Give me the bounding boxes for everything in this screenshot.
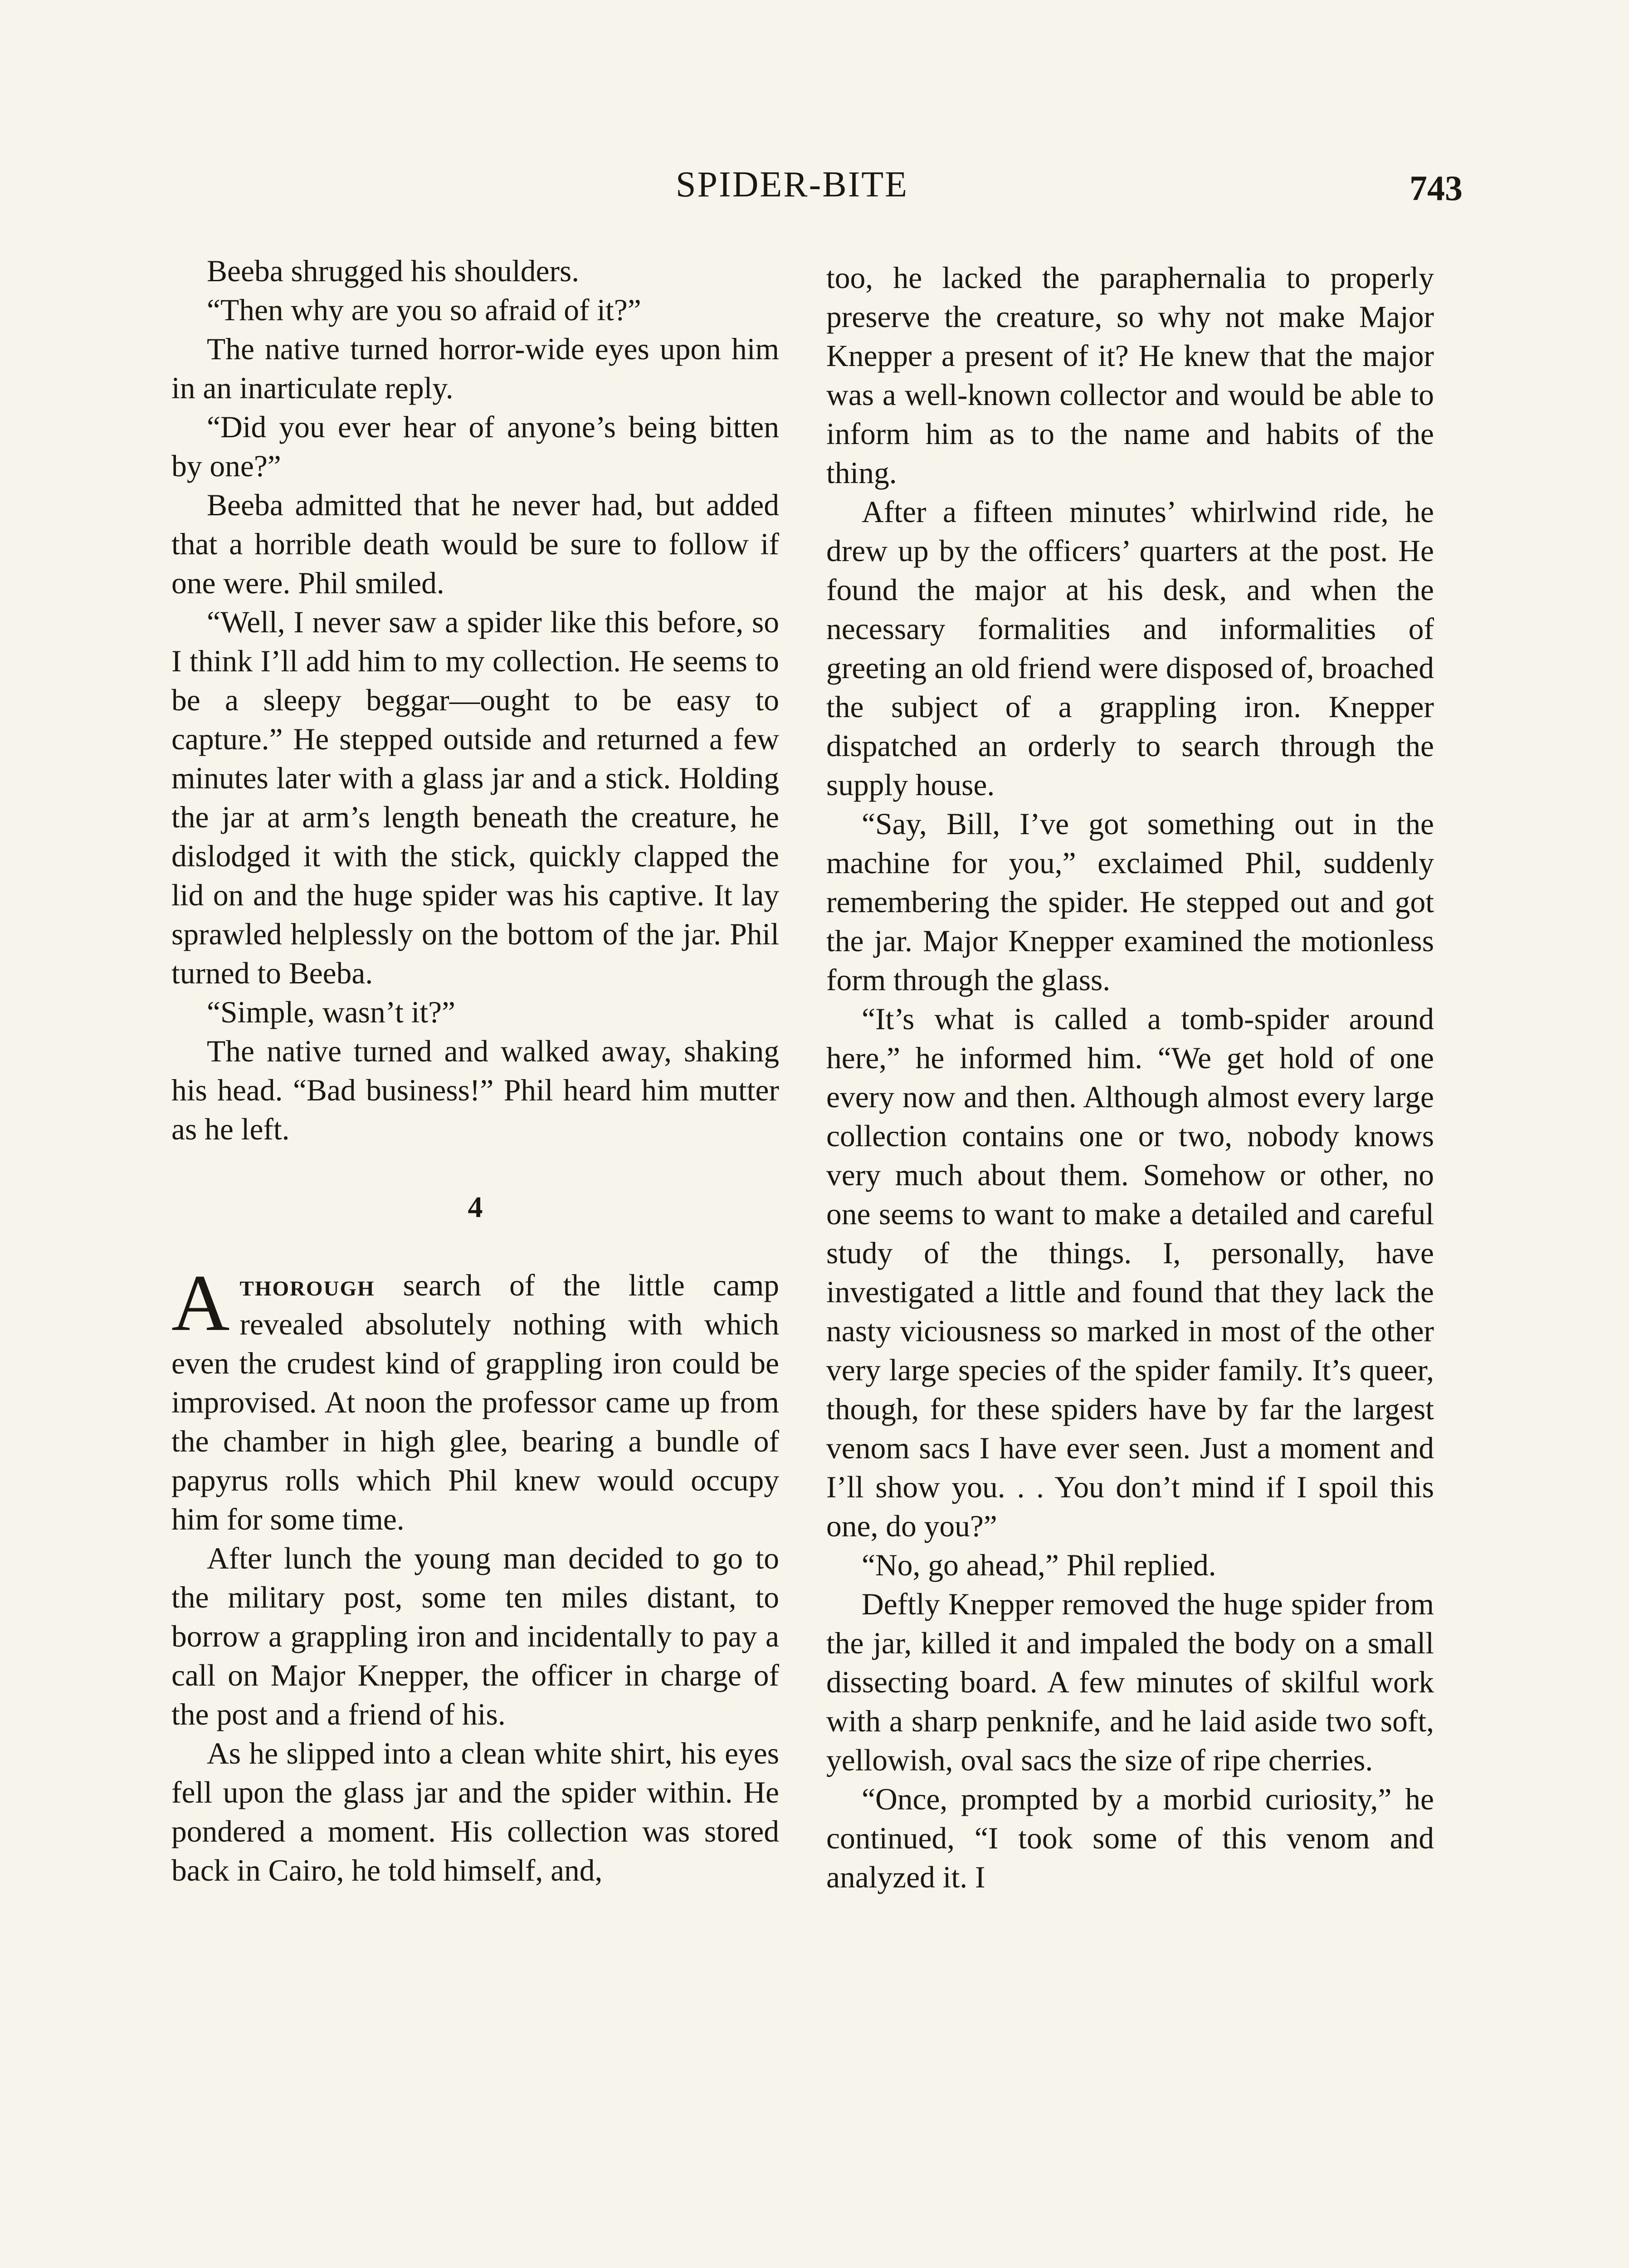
- paragraph: “Simple, wasn’t it?”: [207, 995, 456, 1029]
- right-column: [826, 259, 1434, 1897]
- small-caps-lead: thorough: [239, 1268, 375, 1302]
- paragraph: “Once, prompted by a morbid curiosity,” he continued, “I took some of this venom and analyzed it. I: [826, 1782, 1434, 1894]
- paragraph: “Did you ever hear of anyone’s being bitten by one?”: [171, 410, 779, 483]
- page-header: [0, 164, 1629, 214]
- paragraph: The native turned horror-wide eyes upon him in an inarticulate reply.: [171, 332, 779, 405]
- page-number: 743: [1410, 168, 1463, 208]
- paragraph: “It’s what is called a tomb-spider around here,” he informed him. “We get hold of one every now and then. Although almost every large collection contains one or two, nobody knows very much about them. Somehow or other, no one seems to want to make a detailed and careful study of the things. I, personally, have investigated a little and found that they lack the nasty viciousness so marked in most of the other very large species of the spider family. It’s queer, though, for these spiders have by far the largest venom sacs I have ever seen. Just a moment and I’ll show you. . . You don’t mind if I spoil this one, do you?”: [826, 1002, 1434, 1543]
- paragraph: The native turned and walked away, shaking his head. “Bad business!” Phil heard him mutter as he left.: [171, 1034, 779, 1146]
- paragraph: “No, go ahead,” Phil replied.: [862, 1548, 1216, 1582]
- paragraph: As he slipped into a clean white shirt, his eyes fell upon the glass jar and the spider within. He pondered a moment. His collection was stored back in Cairo, he told himself, and,: [171, 1736, 779, 1887]
- paragraph: Beeba admitted that he never had, but added that a horrible death would be sure to follow if one were. Phil smiled.: [171, 488, 779, 600]
- running-title: SPIDER-BITE: [676, 165, 908, 205]
- paragraph-text: search of the little camp revealed absolutely nothing with which even the crudest kind of grappling iron could be improvised. At noon the professor came up from the chamber in high glee, bearing a bundle of papyrus rolls which Phil knew would occupy him for some time.: [171, 1268, 779, 1536]
- paragraph: Beeba shrugged his shoulders.: [207, 254, 580, 288]
- paragraph-continuation: too, he lacked the paraphernalia to properly preserve the creature, so why not make Major Knepper a present of it? He knew that the major was a well-known collector and would be able to inform him as to the name and habits of the thing.: [826, 261, 1434, 490]
- paragraph: After lunch the young man decided to go to the military post, some ten miles distant, to borrow a grappling iron and incidentally to pay a call on Major Knepper, the officer in charge of the post and a friend of his.: [171, 1541, 779, 1731]
- paragraph: “Then why are you so afraid of it?”: [207, 293, 641, 327]
- paragraph: “Say, Bill, I’ve got something out in the machine for you,” exclaimed Phil, suddenly remembering the spider. He stepped out and got the jar. Major Knepper examined the motionless form through the glass.: [826, 807, 1434, 997]
- left-column: [171, 252, 779, 1890]
- paragraph: “Well, I never saw a spider like this before, so I think I’ll add him to my collection. He seems to be a sleepy beggar—ought to be easy to capture.” He stepped outside and returned a few minutes later with a glass jar and a stick. Holding the jar at arm’s length beneath the creature, he dislodged it with the stick, quickly clapped the lid on and the huge spider was his captive. It lay sprawled helplessly on the bottom of the jar. Phil turned to Beeba.: [171, 605, 779, 990]
- dropcap-paragraph: [171, 1258, 779, 1539]
- section-number: 4: [468, 1191, 483, 1224]
- paragraph: After a fifteen minutes’ whirlwind ride, he drew up by the officers’ quarters at the post. He found the major at his desk, and when the necessary formalities and informalities of greeting an old friend were disposed of, broached the subject of a grappling iron. Knepper dispatched an orderly to search through the supply house.: [826, 495, 1434, 802]
- drop-cap: A: [171, 1258, 230, 1348]
- paragraph: Deftly Knepper removed the huge spider from the jar, killed it and impaled the body on a small dissecting board. A few minutes of skilful work with a sharp penknife, and he laid aside two soft, yellowish, oval sacs the size of ripe cherries.: [826, 1587, 1434, 1777]
